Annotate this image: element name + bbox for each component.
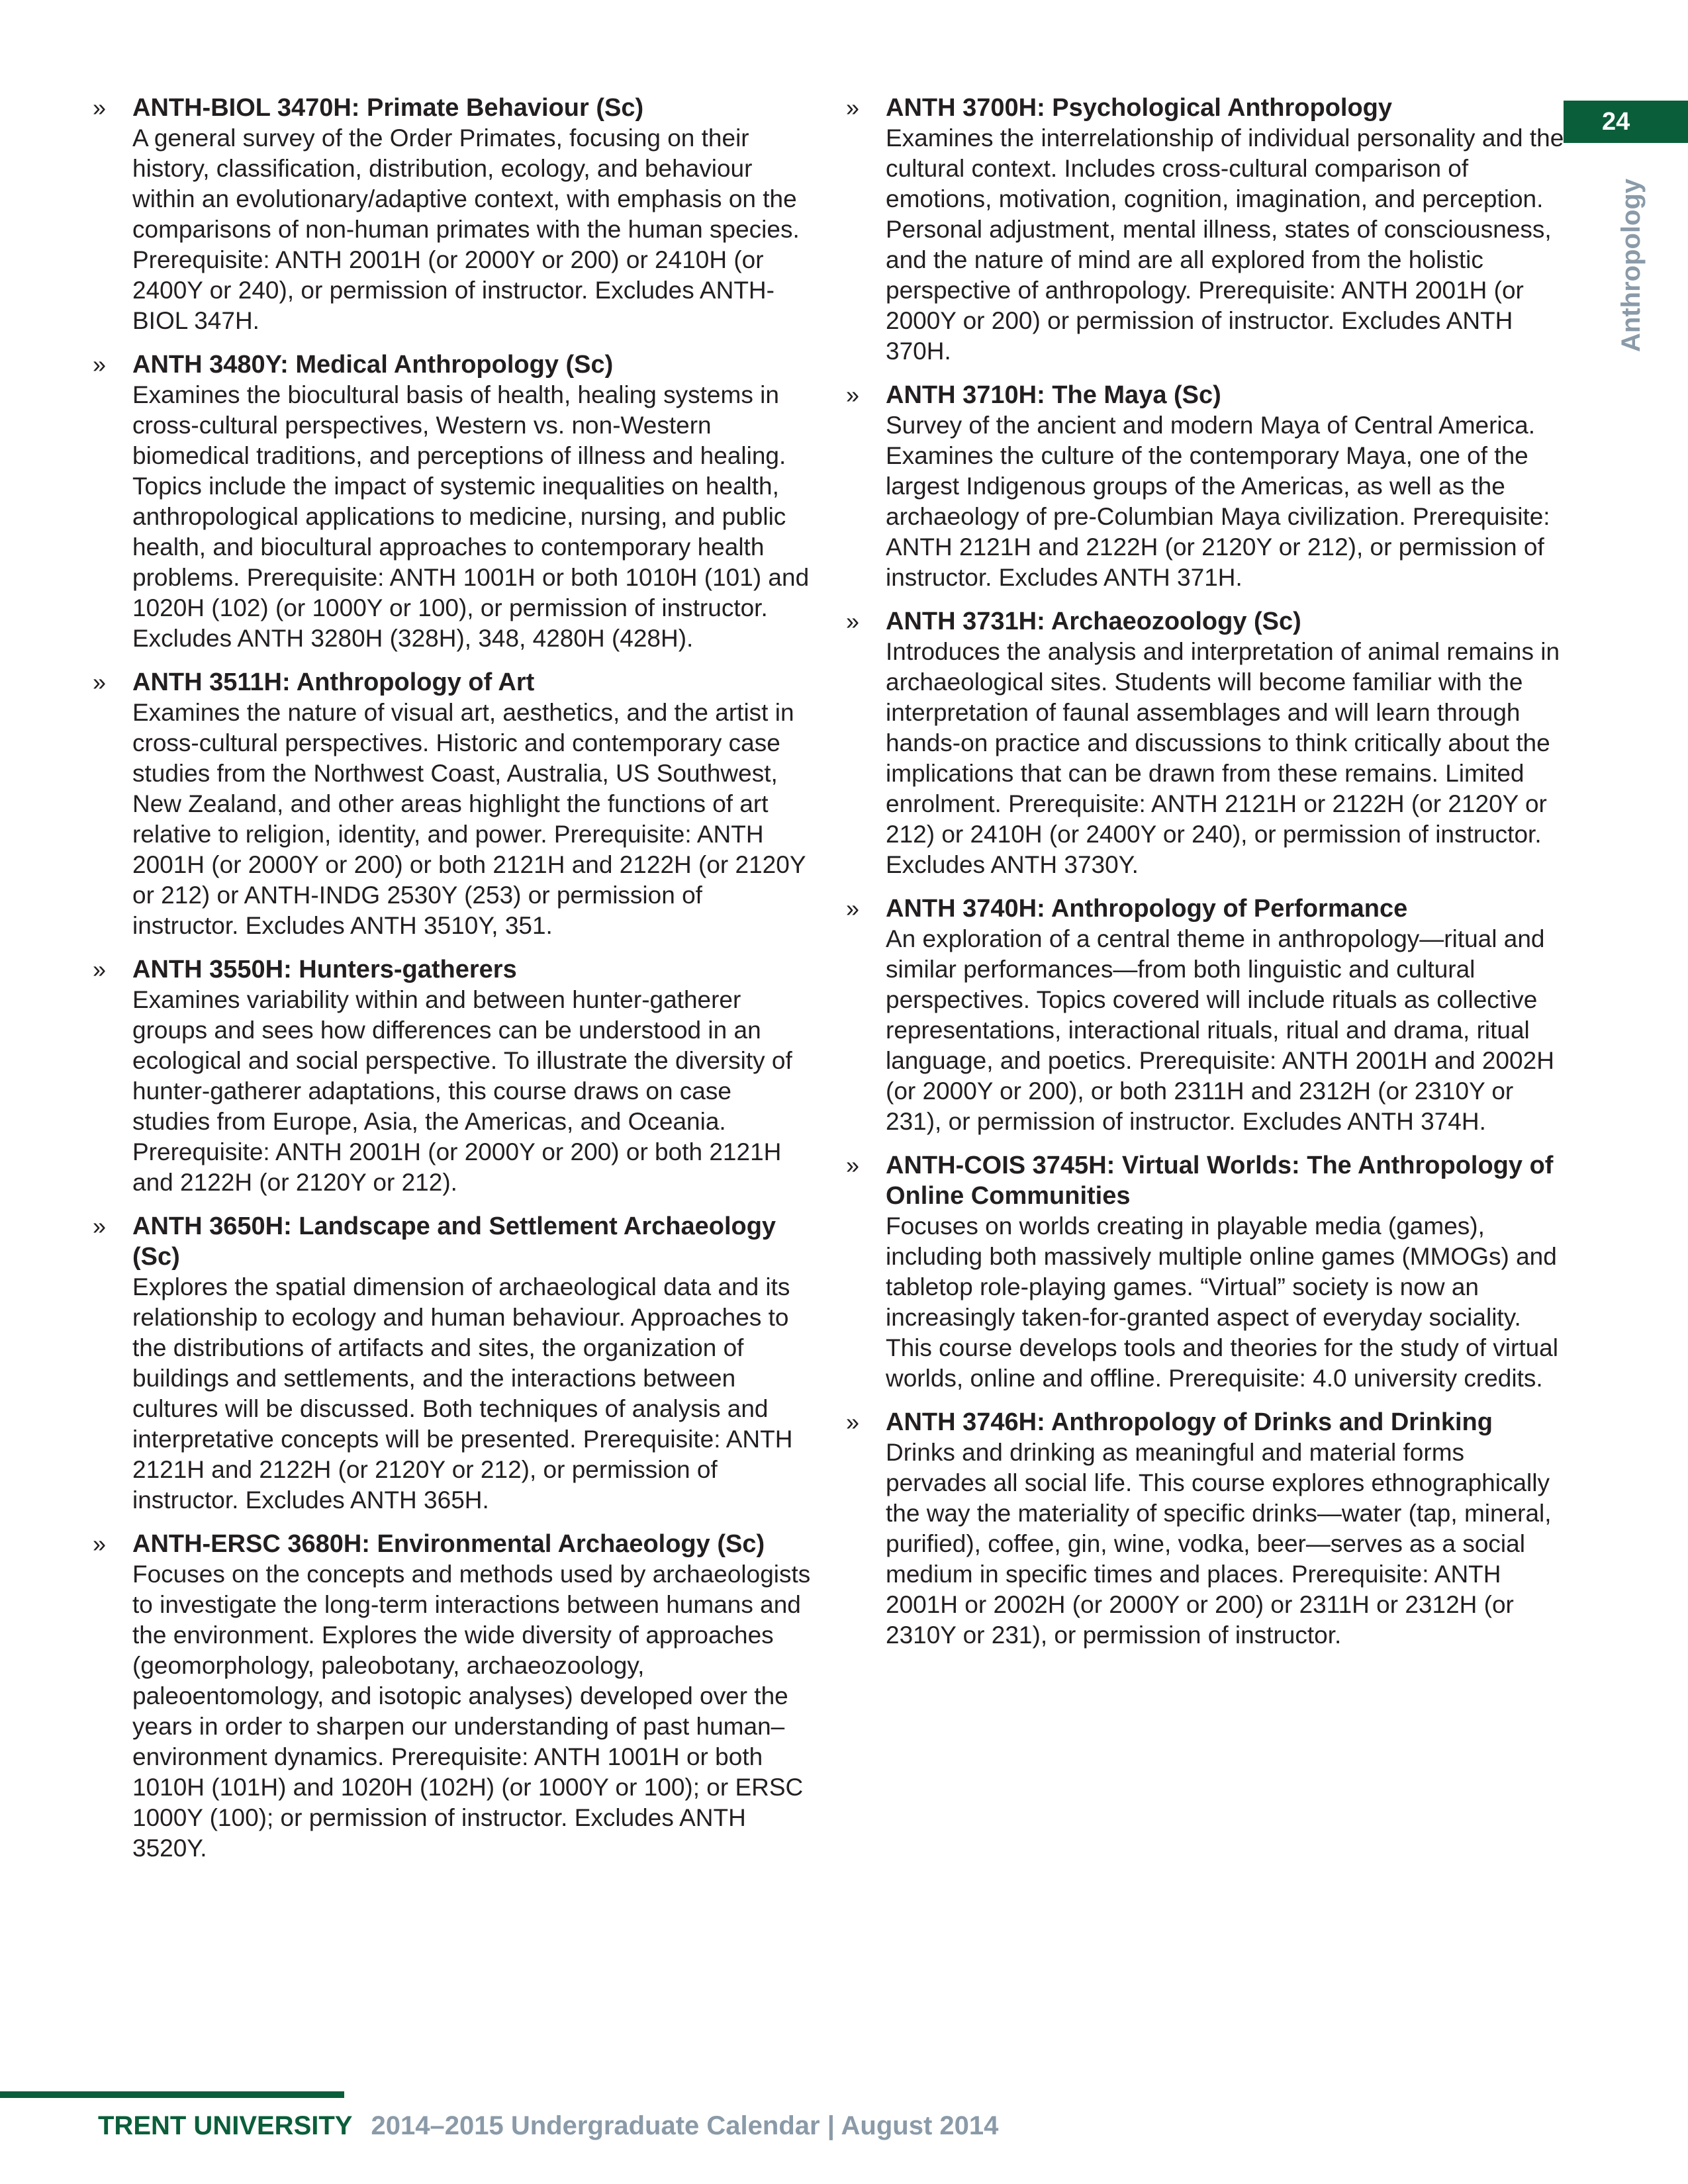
bullet-marker: » (93, 1212, 107, 1240)
course-description: An exploration of a central theme in anthropology—ritual and similar performances—from both linguistic and cultural perspectives. Topics covered will include rituals as collective representations, interactional rituals, ritual and drama, ritual language, and poetics. Prerequisite: ANTH 2001H and 2002H (or 2000Y or 200), or both 2311H and 2312H (or 2310Y or 231), or permission of instructor. Excludes ANTH 374H. (886, 925, 1554, 1135)
bullet-marker: » (93, 94, 107, 121)
course-title: ANTH 3511H: Anthropology of Art (132, 668, 535, 696)
course-title: ANTH 3700H: Psychological Anthropology (886, 94, 1393, 122)
course-title: ANTH 3740H: Anthropology of Performance (886, 895, 1408, 923)
bullet-marker: » (846, 1408, 860, 1435)
right-column (846, 93, 1568, 1664)
bullet-marker: » (846, 895, 860, 922)
bullet-marker: » (846, 1152, 860, 1179)
footer-rule (0, 2091, 344, 2098)
course-description: Introduces the analysis and interpretation of animal remains in archaeological sites. Students will become familiar with the interpretation of faunal assemblages and will learn through hands-on practice and discussions to think critically about the implications that can be drawn from these remains. Limited enrolment. Prerequisite: ANTH 2121H or 2122H (or 2120Y or 212) or 2410H (or 2400Y or 240), or permission of instructor. Excludes ANTH 3730Y. (886, 638, 1560, 878)
footer (98, 2110, 998, 2142)
course-description: Explores the spatial dimension of archaeological data and its relationship to ecology and human behaviour. Approaches to the distributions of artifacts and sites, the organization of buildings and settlements, and the interactions between cultures will be discussed. Both techniques of analysis and interpretative concepts will be presented. Prerequisite: ANTH 2121H and 2122H (or 2120Y or 212), or permission of instructor. Excludes ANTH 365H. (132, 1273, 793, 1514)
bullet-marker: » (846, 608, 860, 635)
left-column (93, 93, 814, 1877)
course-entry (846, 1150, 1568, 1394)
bullet-marker: » (846, 94, 860, 121)
course-description: A general survey of the Order Primates, focusing on their history, classification, distribution, ecology, and behaviour within an evolutionary/adaptive context, with emphasis on the comparisons of non-human primates with the human species. Prerequisite: ANTH 2001H (or 2000Y or 200) or 2410H (or 2400Y or 240), or permission of instructor. Excludes ANTH-BIOL 347H. (132, 124, 800, 334)
course-entry (846, 1407, 1568, 1651)
course-title: ANTH 3710H: The Maya (Sc) (886, 381, 1221, 409)
footer-university: TRENT UNIVERSITY (98, 2111, 353, 2140)
course-entry (93, 954, 814, 1198)
course-entry (93, 667, 814, 941)
bullet-marker: » (93, 351, 107, 378)
course-entry (93, 1211, 814, 1516)
course-title: ANTH 3731H: Archaeozoology (Sc) (886, 608, 1301, 635)
section-side-label: Anthropology (1617, 178, 1646, 352)
bullet-marker: » (93, 668, 107, 696)
course-description: Examines the nature of visual art, aesthetics, and the artist in cross-cultural perspectives. Historic and contemporary case studies from the Northwest Coast, Australia, US Southwest, New Zealand, and other areas highlight the functions of art relative to religion, identity, and power. Prerequisite: ANTH 2001H (or 2000Y or 200) or both 2121H and 2122H (or 2120Y or 212) or ANTH-INDG 2530Y (253) or permission of instructor. Excludes ANTH 3510Y, 351. (132, 699, 806, 939)
course-description: Examines the interrelationship of individual personality and the cultural context. Includes cross-cultural comparison of emotions, motivation, cognition, imagination, and perception. Personal adjustment, mental illness, states of consciousness, and the nature of mind are all explored from the holistic perspective of anthropology. Prerequisite: ANTH 2001H (or 2000Y or 200) or permission of instructor. Excludes ANTH 370H. (886, 124, 1564, 365)
course-entry (93, 1529, 814, 1864)
course-entry (93, 349, 814, 654)
course-description: Focuses on worlds creating in playable media (games), including both massively multiple online games (MMOGs) and tabletop role-playing games. “Virtual” society is now an increasingly taken-for-granted aspect of everyday sociality. This course develops tools and theories for the study of virtual worlds, online and offline. Prerequisite: 4.0 university credits. (886, 1212, 1558, 1392)
course-description: Focuses on the concepts and methods used by archaeologists to investigate the long-term interactions between humans and the environment. Explores the wide diversity of approaches (geomorphology, paleobotany, archaeozoology, paleoentomology, and isotopic analyses) developed over the years in order to sharpen our understanding of past human–environment dynamics. Prerequisite: ANTH 1001H or both 1010H (101H) and 1020H (102H) (or 1000Y or 100); or ERSC 1000Y (100); or permission of instructor. Excludes ANTH 3520Y. (132, 1561, 811, 1862)
course-entry (93, 93, 814, 336)
course-description: Survey of the ancient and modern Maya of Central America. Examines the culture of the contemporary Maya, one of the largest Indigenous groups of the Americas, as well as the archaeology of pre-Columbian Maya civilization. Prerequisite: ANTH 2121H and 2122H (or 2120Y or 212), or permission of instructor. Excludes ANTH 371H. (886, 412, 1550, 591)
course-entry (846, 606, 1568, 880)
course-title: ANTH 3650H: Landscape and Settlement Archaeology (Sc) (132, 1212, 776, 1271)
course-entry (846, 93, 1568, 367)
course-title: ANTH 3746H: Anthropology of Drinks and Drinking (886, 1408, 1493, 1436)
course-description: Drinks and drinking as meaningful and material forms pervades all social life. This course explores ethnographically the way the materiality of specific drinks—water (tap, mineral, purified), coffee, gin, wine, vodka, beer—serves as a social medium in specific times and places. Prerequisite: ANTH 2001H or 2002H (or 2000Y or 200) or 2311H or 2312H (or 2310Y or 231), or permission of instructor. (886, 1439, 1552, 1649)
course-title: ANTH-BIOL 3470H: Primate Behaviour (Sc) (132, 94, 644, 122)
page-number-tab: 24 (1564, 101, 1688, 143)
course-description: Examines variability within and between hunter-gatherer groups and sees how differences can be understood in an ecological and social perspective. To illustrate the diversity of hunter-gatherer adaptations, this course draws on case studies from Europe, Asia, the Americas, and Oceania. Prerequisite: ANTH 2001H (or 2000Y or 200) or both 2121H and 2122H (or 2120Y or 212). (132, 986, 792, 1196)
course-entry (846, 380, 1568, 593)
footer-calendar: 2014–2015 Undergraduate Calendar | August 2014 (371, 2111, 999, 2140)
course-title: ANTH-ERSC 3680H: Environmental Archaeology (Sc) (132, 1530, 765, 1558)
course-title: ANTH 3550H: Hunters-gatherers (132, 956, 517, 983)
course-title: ANTH 3480Y: Medical Anthropology (Sc) (132, 351, 614, 379)
bullet-marker: » (93, 956, 107, 983)
course-description: Examines the biocultural basis of health, healing systems in cross-cultural perspectives, Western vs. non-Western biomedical traditions, and perceptions of illness and healing. Topics include the impact of systemic inequalities on health, anthropological applications to medicine, nursing, and public health, and biocultural approaches to contemporary health problems. Prerequisite: ANTH 1001H or both 1010H (101) and 1020H (102) (or 1000Y or 100), or permission of instructor. Excludes ANTH 3280H (328H), 348, 4280H (428H). (132, 381, 810, 652)
course-entry (846, 893, 1568, 1137)
bullet-marker: » (846, 381, 860, 408)
course-title: ANTH-COIS 3745H: Virtual Worlds: The Anthropology of Online Communities (886, 1152, 1554, 1210)
bullet-marker: » (93, 1530, 107, 1557)
